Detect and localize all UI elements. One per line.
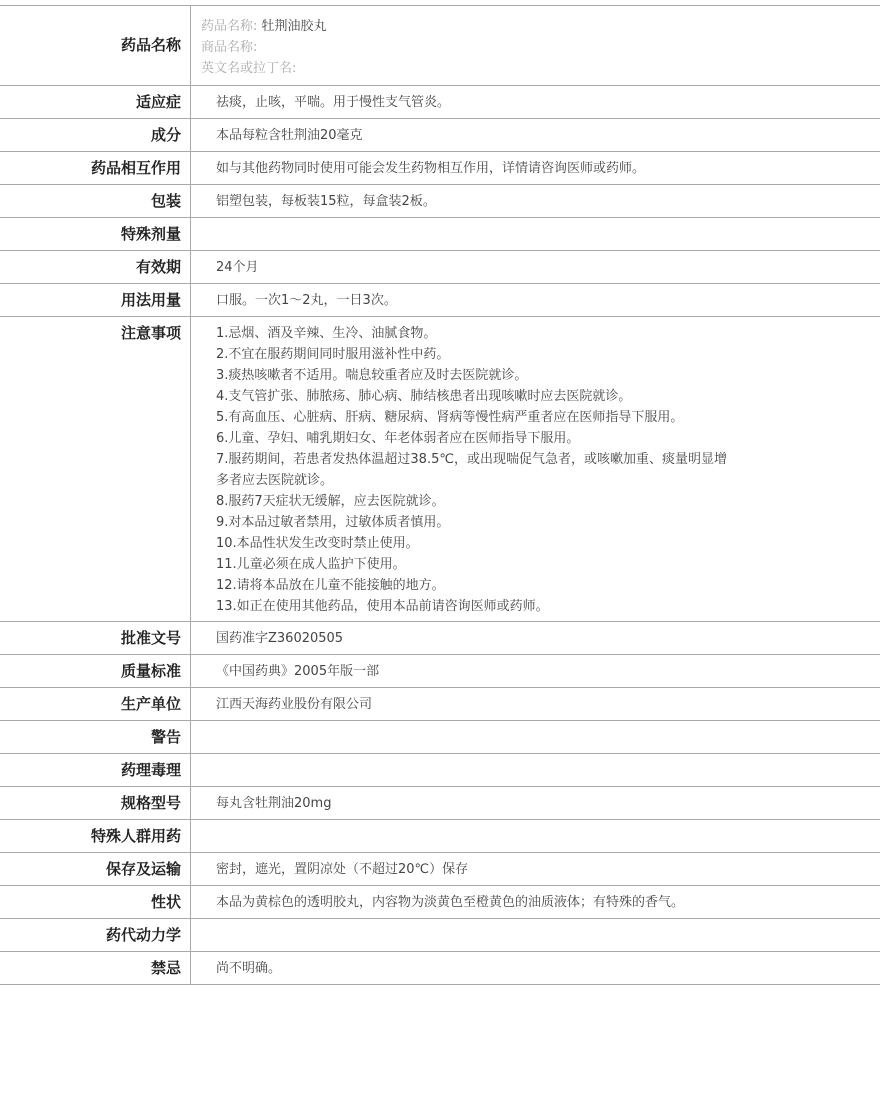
- description-value: 本品为黄棕色的透明胶丸，内容物为淡黄色至橙黄色的油质液体；有特殊的香气。: [216, 895, 685, 910]
- special-population-label: 特殊人群用药: [0, 820, 191, 852]
- precaution-item: 2.不宜在服药期间同时服用滋补性中药。: [216, 347, 450, 362]
- drug-name-label: 药品名称: [0, 6, 191, 85]
- manufacturer-row: [0, 688, 880, 721]
- precaution-item: 5.有高血压、心脏病、肝病、糖尿病、肾病等慢性病严重者应在医师指导下服用。: [216, 410, 684, 425]
- manufacturer-label: 生产单位: [0, 688, 191, 720]
- toxicology-value: [191, 754, 880, 786]
- ingredients-row: [0, 119, 880, 152]
- precaution-item: 4.支气管扩张、肺脓疡、肺心病、肺结核患者出现咳嗽时应去医院就诊。: [216, 389, 632, 404]
- packaging-label: 包装: [0, 185, 191, 217]
- contraindications-value: 尚不明确。: [216, 961, 282, 976]
- precaution-item: 7.服药期间，若患者发热体温超过38.5℃，或出现喘促气急者，或咳嗽加重、痰量明显增多者应去医院就诊。: [216, 452, 727, 488]
- specification-label: 规格型号: [0, 787, 191, 819]
- specification-value: 每丸含牡荆油20mg: [216, 796, 332, 811]
- special-population-row: [0, 820, 880, 853]
- drug-name-row: [0, 6, 880, 86]
- manufacturer-value: 江西天海药业股份有限公司: [216, 697, 373, 712]
- pharmacokinetics-value: [191, 919, 880, 951]
- storage-value: 密封，遮光，置阴凉处（不超过20℃）保存: [216, 862, 469, 877]
- pharmacokinetics-row: [0, 919, 880, 952]
- interactions-value: 如与其他药物同时使用可能会发生药物相互作用，详情请咨询医师或药师。: [216, 161, 646, 176]
- special-dosage-value: [191, 218, 880, 250]
- precautions-list: [216, 323, 872, 617]
- special-dosage-label: 特殊剂量: [0, 218, 191, 250]
- english-name-key: 英文名或拉丁名:: [201, 61, 297, 76]
- trade-name-line: [201, 37, 872, 58]
- precaution-item: 8.服药7天症状无缓解，应去医院就诊。: [216, 494, 445, 509]
- ingredients-value: 本品每粒含牡荆油20毫克: [216, 128, 363, 143]
- contraindications-label: 禁忌: [0, 952, 191, 984]
- specification-row: [0, 787, 880, 820]
- warning-value: [191, 721, 880, 753]
- precaution-item: 10.本品性状发生改变时禁止使用。: [216, 536, 419, 551]
- precaution-item: 13.如正在使用其他药品，使用本品前请咨询医师或药师。: [216, 599, 549, 614]
- english-name-line: [201, 58, 872, 79]
- shelf-life-label: 有效期: [0, 251, 191, 283]
- toxicology-row: [0, 754, 880, 787]
- packaging-value: 铝塑包装，每板装15粒，每盒装2板。: [216, 194, 436, 209]
- precaution-item: 3.痰热咳嗽者不适用。喘息较重者应及时去医院就诊。: [216, 368, 528, 383]
- special-dosage-row: [0, 218, 880, 251]
- standard-row: [0, 655, 880, 688]
- drug-info-table: [0, 5, 880, 985]
- indication-row: [0, 86, 880, 119]
- trade-name-key: 商品名称:: [201, 40, 258, 55]
- precaution-item: 12.请将本品放在儿童不能接触的地方。: [216, 578, 445, 593]
- precaution-item: 1.忌烟、酒及辛辣、生冷、油腻食物。: [216, 326, 437, 341]
- approval-label: 批准文号: [0, 622, 191, 654]
- description-row: [0, 886, 880, 919]
- usage-label: 用法用量: [0, 284, 191, 316]
- shelf-life-value: 24个月: [216, 260, 259, 275]
- ingredients-label: 成分: [0, 119, 191, 151]
- warning-row: [0, 721, 880, 754]
- indication-label: 适应症: [0, 86, 191, 118]
- contraindications-row: [0, 952, 880, 985]
- toxicology-label: 药理毒理: [0, 754, 191, 786]
- precautions-row: [0, 317, 880, 622]
- precaution-item: 6.儿童、孕妇、哺乳期妇女、年老体弱者应在医师指导下服用。: [216, 431, 580, 446]
- generic-name-key: 药品名称:: [201, 19, 258, 34]
- indication-value: 祛痰，止咳，平喘。用于慢性支气管炎。: [216, 95, 451, 110]
- usage-value: 口服。一次1～2丸，一日3次。: [216, 293, 397, 308]
- shelf-life-row: [0, 251, 880, 284]
- drug-name-values: [191, 6, 880, 85]
- interactions-label: 药品相互作用: [0, 152, 191, 184]
- warning-label: 警告: [0, 721, 191, 753]
- approval-row: [0, 622, 880, 655]
- storage-label: 保存及运输: [0, 853, 191, 885]
- precautions-label: 注意事项: [0, 317, 191, 621]
- generic-name-line: [201, 16, 872, 37]
- approval-value: 国药准字Z36020505: [216, 631, 344, 646]
- precautions-value: [191, 317, 880, 621]
- standard-label: 质量标准: [0, 655, 191, 687]
- packaging-row: [0, 185, 880, 218]
- special-population-value: [191, 820, 880, 852]
- precaution-item: 9.对本品过敏者禁用，过敏体质者慎用。: [216, 515, 450, 530]
- interactions-row: [0, 152, 880, 185]
- description-label: 性状: [0, 886, 191, 918]
- precaution-item: 11.儿童必须在成人监护下使用。: [216, 557, 406, 572]
- storage-row: [0, 853, 880, 886]
- standard-value: 《中国药典》2005年版一部: [216, 664, 380, 679]
- generic-name-value: 牡荆油胶丸: [261, 19, 327, 34]
- usage-row: [0, 284, 880, 317]
- pharmacokinetics-label: 药代动力学: [0, 919, 191, 951]
